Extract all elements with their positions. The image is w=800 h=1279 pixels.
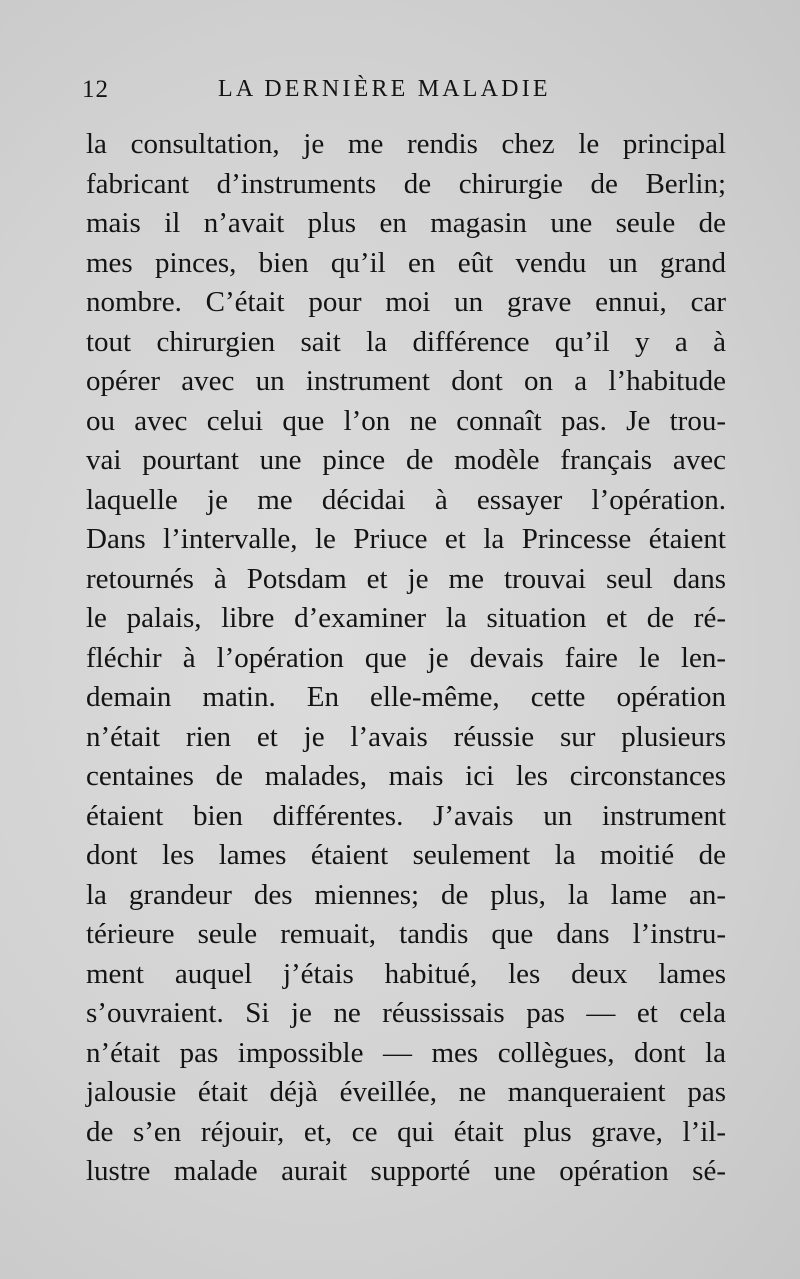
text-line: fabricant d’instruments de chirurgie de Berlin; [86,167,726,200]
text-line: mais il n’avait plus en magasin une seule de [86,207,726,239]
text-line: la grandeur des miennes; de plus, la lame an- [86,878,726,911]
text-line: n’était pas impossible — mes collègues, dont la [86,1036,726,1069]
page-number: 12 [82,76,109,103]
text-line: mes pinces, bien qu’il en eût vendu un grand [86,246,726,279]
running-head [82,76,722,112]
text-line: s’ouvraient. Si je ne réussissais pas — et cela [86,997,726,1029]
text-line: lustre malade aurait supporté une opération sé- [86,1155,726,1187]
text-line: centaines de malades, mais ici les circonstances [86,760,726,792]
text-line: laquelle je me décidai à essayer l’opération. [86,483,726,516]
text-line: tout chirurgien sait la différence qu’il y a à [86,325,726,358]
text-line: étaient bien différentes. J’avais un instrument [86,799,726,832]
text-line: le palais, libre d’examiner la situation et de ré- [86,602,726,634]
text-line: demain matin. En elle-même, cette opération [86,681,726,713]
text-line: dont les lames étaient seulement la moitié de [86,839,726,871]
text-line: la consultation, je me rendis chez le principal [86,128,726,160]
text-line: Dans l’intervalle, le Priuce et la Princesse étaient [86,523,726,555]
text-line: n’était rien et je l’avais réussie sur plusieurs [86,720,726,753]
text-line: retournés à Potsdam et je me trouvai seul dans [86,562,726,595]
text-line: vai pourtant une pince de modèle français avec [86,444,726,476]
text-line: fléchir à l’opération que je devais faire le len- [86,641,726,674]
text-line: térieure seule remuait, tandis que dans l’instru- [86,918,726,950]
body-text [86,125,726,1192]
text-line: opérer avec un instrument dont on a l’habitude [86,365,726,397]
text-line: de s’en réjouir, et, ce qui était plus grave, l’il- [86,1115,726,1148]
running-title: LA DERNIÈRE MALADIE [218,76,551,102]
text-line: ment auquel j’étais habitué, les deux lames [86,957,726,990]
text-line: jalousie était déjà éveillée, ne manqueraient pas [86,1076,726,1108]
text-line: nombre. C’était pour moi un grave ennui, car [86,286,726,318]
text-line: ou avec celui que l’on ne connaît pas. Je trou- [86,404,726,437]
